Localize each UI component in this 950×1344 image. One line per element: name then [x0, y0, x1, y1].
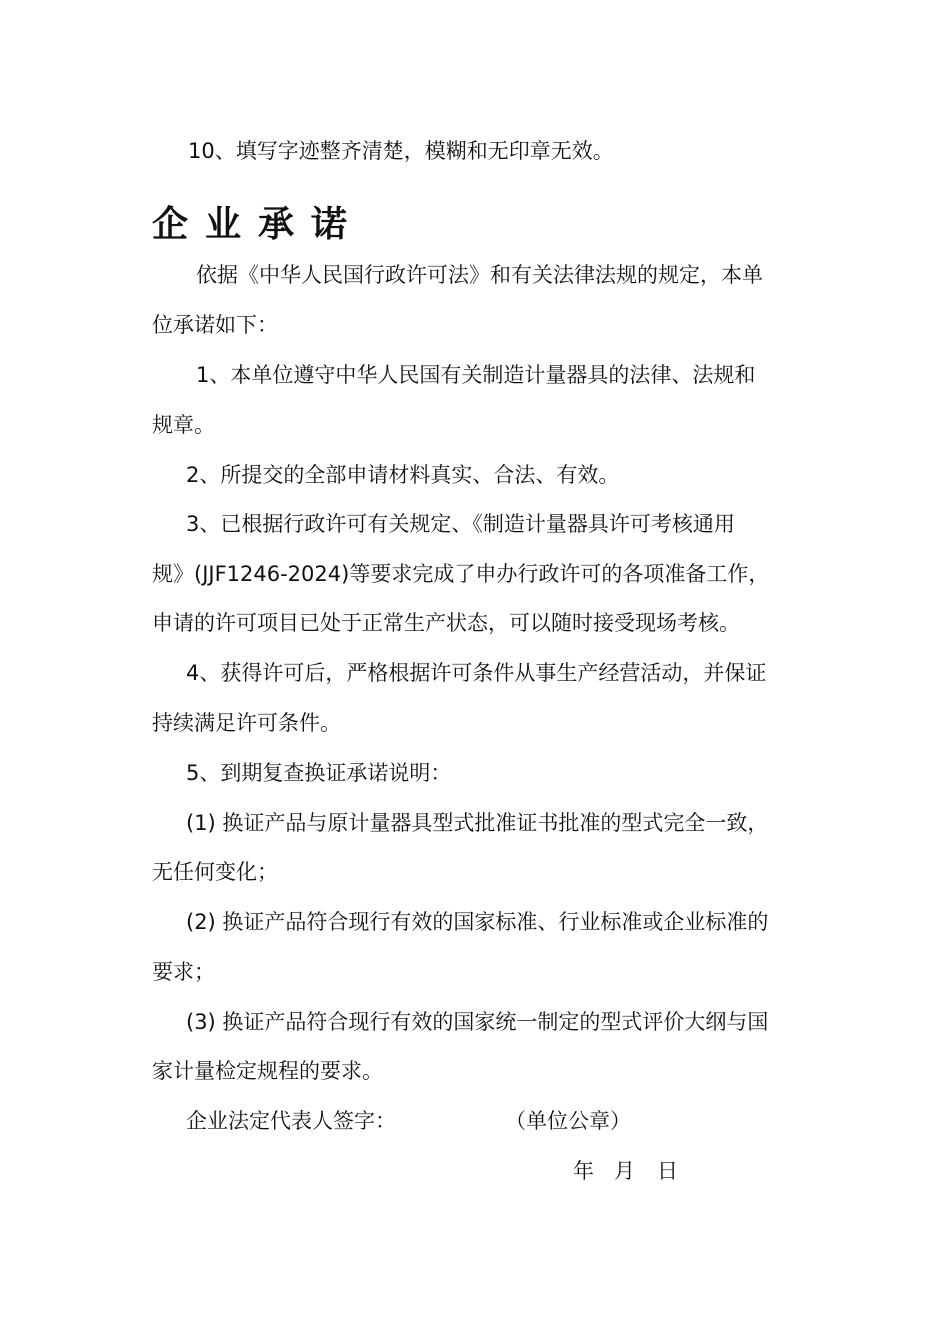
page-title: 企业承诺: [152, 204, 365, 245]
signature-label: 企业法定代表人签字：: [186, 1109, 396, 1133]
commitment-2: 2、所提交的全部申请材料真实、合法、有效。: [186, 463, 620, 487]
commitment-3-line-2: 规》(JJF1246-2024)等要求完成了申办行政许可的各项准备工作，: [152, 562, 770, 586]
seal-label: （单位公章）: [505, 1109, 631, 1133]
intro-line-1: 依据《中华人民国行政许可法》和有关法律法规的规定，本单: [196, 263, 763, 287]
renewal-item-2-line-1: (2) 换证产品符合现行有效的国家标准、行业标准或企业标准的: [186, 910, 769, 934]
intro-line-2: 位承诺如下：: [152, 313, 278, 337]
renewal-item-3-line-1: (3) 换证产品符合现行有效的国家统一制定的型式评价大纲与国: [186, 1010, 769, 1034]
date-day: 日: [657, 1159, 678, 1183]
note-item-10: 10、填写字迹整齐清楚，模糊和无印章无效。: [188, 139, 614, 163]
commitment-1-line-2: 规章。: [152, 413, 215, 437]
commitment-4-line-2: 持续满足许可条件。: [152, 711, 341, 735]
commitment-3-line-3: 申请的许可项目已处于正常生产状态，可以随时接受现场考核。: [152, 611, 740, 635]
date-year: 年: [573, 1159, 594, 1183]
commitment-5: 5、到期复查换证承诺说明：: [186, 761, 452, 785]
renewal-item-1-line-1: (1) 换证产品与原计量器具型式批准证书批准的型式完全一致，: [186, 811, 769, 835]
commitment-1-line-1: 1、本单位遵守中华人民国有关制造计量器具的法律、法规和: [196, 363, 756, 387]
renewal-item-3-line-2: 家计量检定规程的要求。: [152, 1059, 383, 1083]
commitment-3-line-1: 3、已根据行政许可有关规定、《制造计量器具许可考核通用: [186, 512, 735, 536]
commitment-4-line-1: 4、获得许可后，严格根据许可条件从事生产经营活动，并保证: [186, 661, 767, 685]
renewal-item-2-line-2: 要求；: [152, 960, 215, 984]
renewal-item-1-line-2: 无任何变化；: [152, 860, 278, 884]
date-month: 月: [614, 1159, 635, 1183]
